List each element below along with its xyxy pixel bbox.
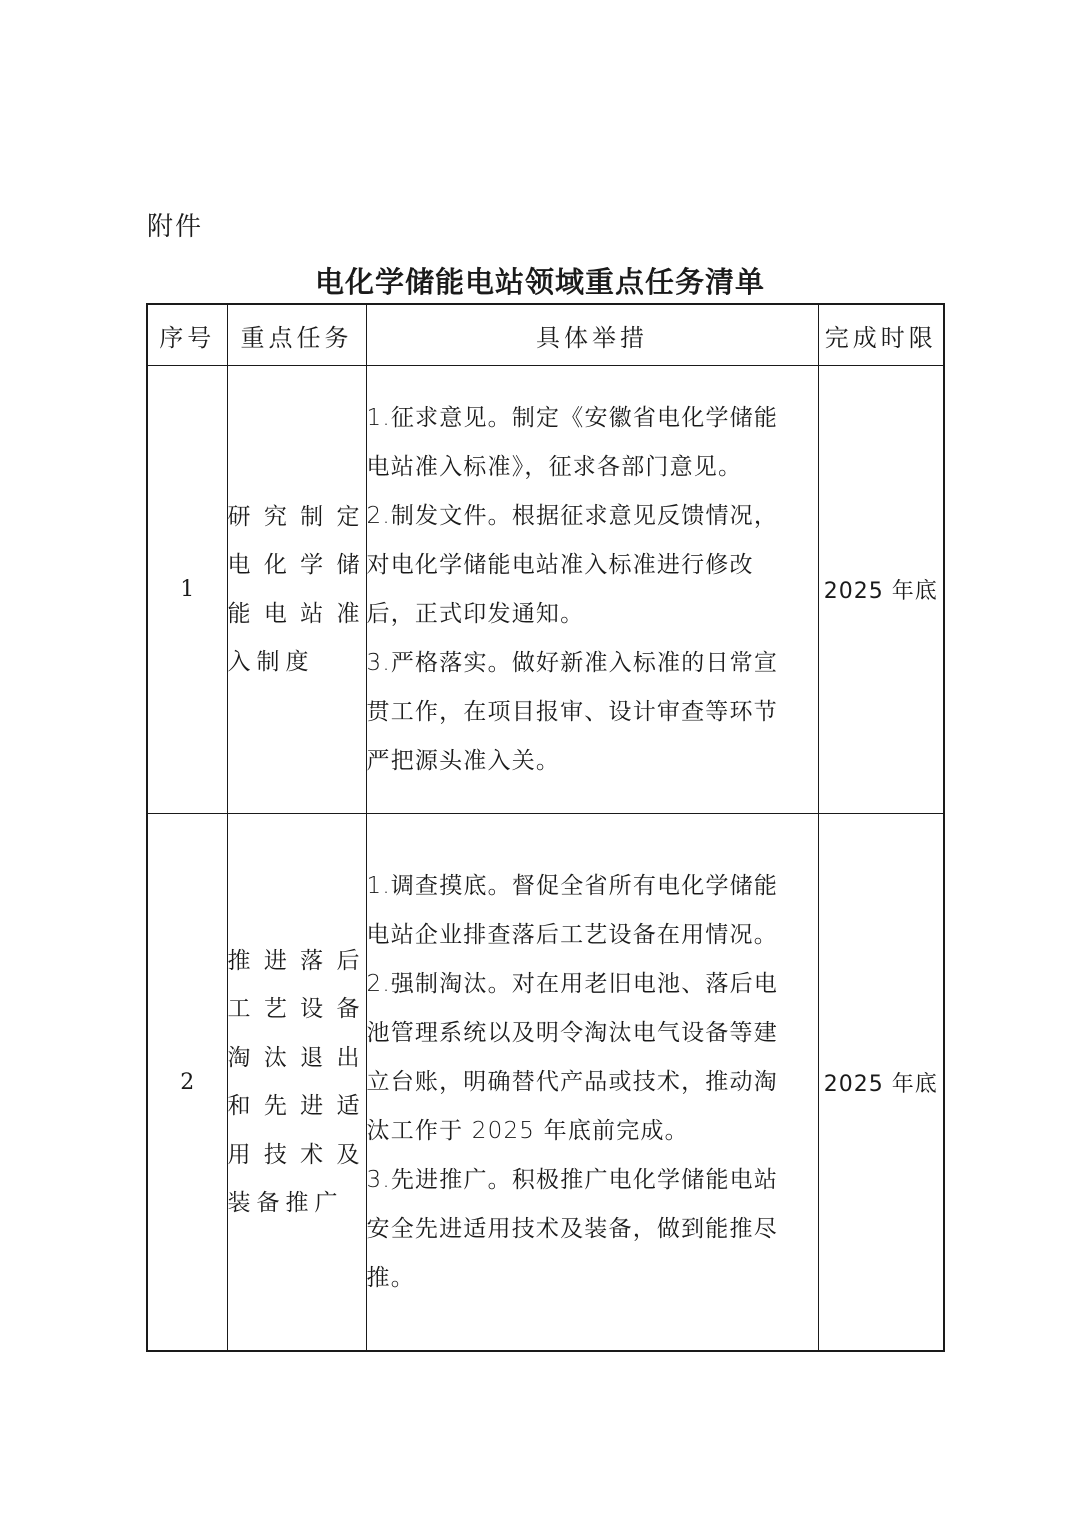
row-task-cell — [227, 814, 366, 1352]
header-no: 序号 — [147, 304, 227, 366]
measure-line: 立台账，明确替代产品或技术，推动淘 — [366, 1068, 778, 1095]
row-measures — [366, 814, 818, 1352]
measure-line: 对电化学储能电站准入标准进行修改 — [366, 551, 754, 578]
document-title: 电化学储能电站领域重点任务清单 — [314, 265, 765, 299]
row-task: 推进落后工艺设备淘汰退出和先进适用技术及装备推广 — [227, 947, 366, 1216]
table-row — [147, 814, 944, 1352]
header-measures: 具体举措 — [366, 304, 818, 366]
task-table — [146, 303, 945, 1352]
header-deadline: 完成时限 — [818, 304, 944, 366]
measure-line: 推。 — [366, 1264, 415, 1291]
measure-line: 2.制发文件。根据征求意见反馈情况， — [366, 502, 779, 529]
attachment-label: 附件 — [147, 212, 204, 242]
table-row — [147, 366, 944, 814]
row-measures — [366, 366, 818, 814]
header-task: 重点任务 — [227, 304, 366, 366]
measure-line: 后，正式印发通知。 — [366, 600, 585, 627]
measure-line: 汰工作于 2025 年底前完成。 — [366, 1117, 689, 1144]
measure-line: 安全先进适用技术及装备，做到能推尽 — [366, 1215, 778, 1242]
measure-line: 池管理系统以及明令淘汰电气设备等建 — [366, 1019, 778, 1046]
table-header-row — [147, 304, 944, 366]
measure-line: 严把源头准入关。 — [366, 747, 561, 774]
row-deadline: 2025 年底 — [818, 366, 944, 814]
measure-line: 电站准入标准》，征求各部门意见。 — [366, 453, 743, 480]
measure-line: 2.强制淘汰。对在用老旧电池、落后电 — [366, 970, 779, 997]
row-number: 1 — [147, 366, 227, 814]
row-number: 2 — [147, 814, 227, 1352]
measure-line: 3.严格落实。做好新准入标准的日常宣 — [366, 649, 779, 676]
row-deadline: 2025 年底 — [818, 814, 944, 1352]
row-task-cell — [227, 366, 366, 814]
measure-line: 贯工作，在项目报审、设计审查等环节 — [366, 698, 778, 725]
measure-line: 3.先进推广。积极推广电化学储能电站 — [366, 1166, 779, 1193]
row-task: 研究制定电化学储能电站准入制度 — [227, 503, 366, 675]
measure-line: 1.调查摸底。督促全省所有电化学储能 — [366, 872, 779, 899]
measure-line: 电站企业排查落后工艺设备在用情况。 — [366, 921, 778, 948]
measure-line: 1.征求意见。制定《安徽省电化学储能 — [366, 404, 779, 431]
